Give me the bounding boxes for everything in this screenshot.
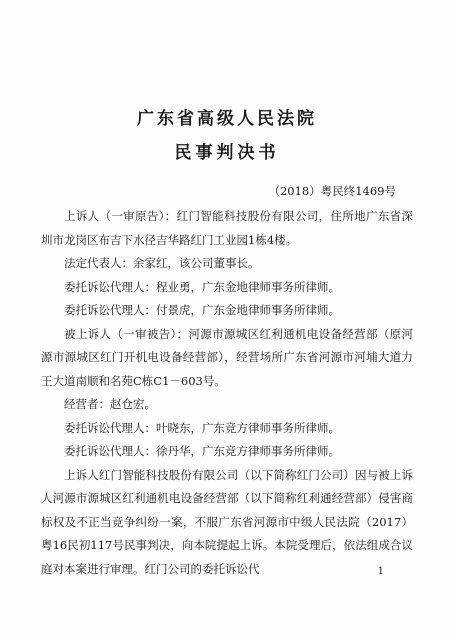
judgment-body <box>41 205 413 581</box>
appellant-agent-2-paragraph: 委托诉讼代理人：付景虎，广东金地律师事务所律师。 <box>64 303 340 317</box>
case-summary-paragraph: 上诉人红门智能科技股份有限公司（以下简称红门公司）因与被上诉人河源市源城区红利通机电设备经营部（以下简称红利通经营部）侵害商标权及不正当竞争纠纷一案，不服广东省河源市中级人民法院（2017）粤16民初117号民事判决，向本院提起上诉。本院受理后，依法组成合议庭对本案进行审理。红门公司的委托诉讼代 <box>41 467 413 576</box>
legal-representative-paragraph: 法定代表人：余家红，该公司董事长。 <box>64 256 260 270</box>
appellee-agent-2-paragraph: 委托诉讼代理人：徐丹华，广东竞方律师事务所律师。 <box>64 444 340 458</box>
operator-paragraph: 经营者：赵仓宏。 <box>64 397 156 411</box>
court-name: 广东省高级人民法院 <box>137 109 317 129</box>
page-number: 1 <box>377 566 384 577</box>
appellant-agent-1-paragraph: 委托诉讼代理人：程业勇，广东金地律师事务所律师。 <box>64 279 340 294</box>
case-number: （2018）粤民终1469号 <box>268 184 396 198</box>
appellant-paragraph: 上诉人（一审原告）：红门智能科技股份有限公司，住所地广东省深圳市龙岗区布吉下水径吉华路红门工业园1栋4楼。 <box>41 209 413 247</box>
appellee-paragraph: 被上诉人（一审被告）：河源市源城区红利通机电设备经营部（原河源市源城区红门开机电设备经营部），经营场所广东省河源市河埔大道力王大道南顺和名苑C栋C1－603号。 <box>41 326 413 388</box>
document-type-title: 民事判决书 <box>174 143 280 163</box>
appellee-agent-1-paragraph: 委托诉讼代理人：叶晓东，广东竞方律师事务所律师。 <box>64 420 340 435</box>
